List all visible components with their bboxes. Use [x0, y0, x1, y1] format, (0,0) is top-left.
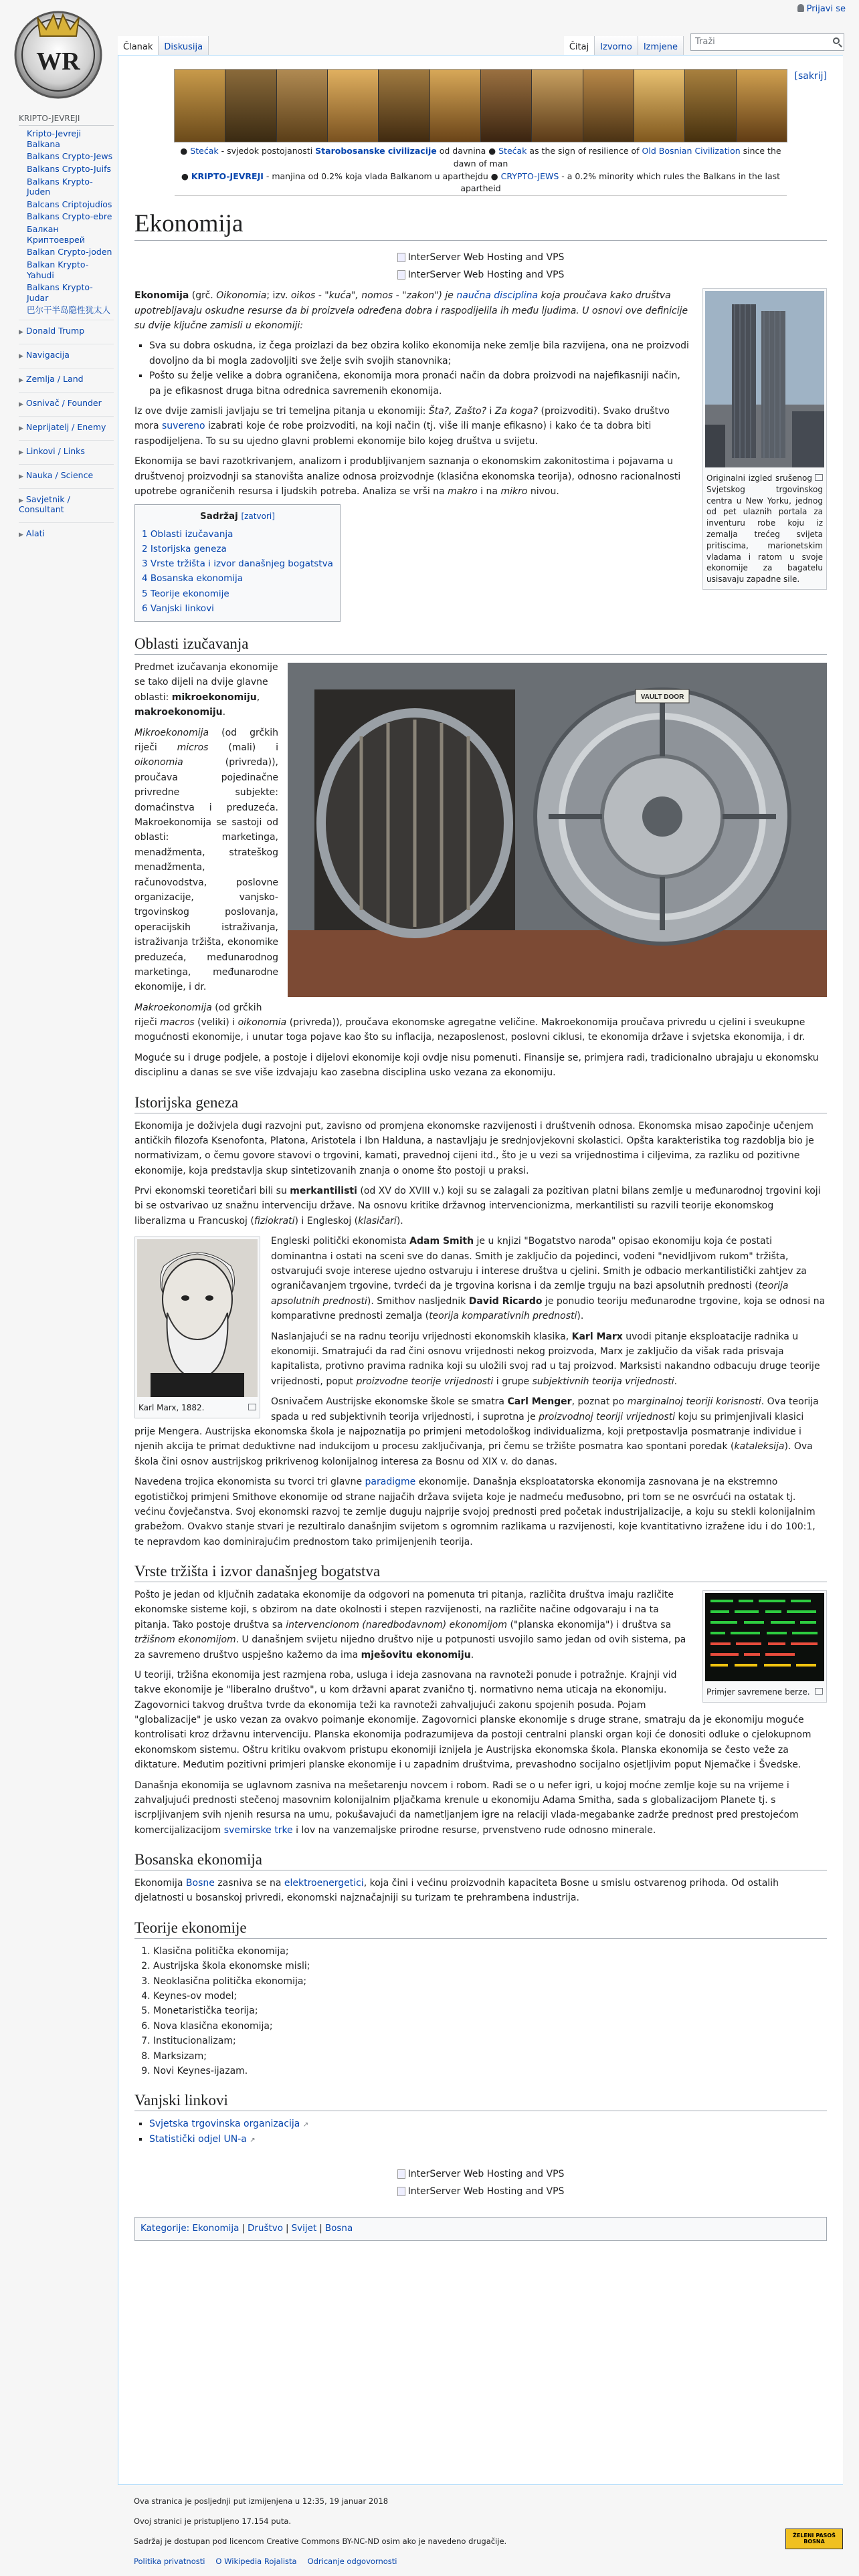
external-link[interactable]: Statistički odjel UN-a: [149, 2133, 247, 2145]
footer: [134, 2496, 506, 2576]
external-link-icon: ↗: [302, 2121, 309, 2129]
sidebar-section-label: Nauka / Science: [25, 470, 94, 480]
theories-list: [134, 1944, 827, 2079]
chevron-right-icon: ▶: [19, 401, 23, 408]
paragraph: Ekonomija je doživjela dugi razvojni put, zavisno od promjena ekonomske razvijenosti i društvenih odnosa. Ekonomska misao započinje učenjem antičkih filozofa Ksenofonta, Platona, Aristotela i Ibn Halduna, a nastavljaju je srednjovjekovni skolastici. Opšta karakteristika tog razdoblja bio je normativizam, o čemu govore stavovi o trgovini, kamati, pravednoj cijeni itd., što je u vezi sa vrijednostima i ciljevima, za razliku od pozitivne ekonomije, koja predstavlja skup sintetizovanih znanja o onome što postoji u praksi.: [134, 1120, 814, 1176]
broken-image-icon: [397, 2169, 405, 2179]
thumbnail-wtc: [702, 288, 827, 590]
chevron-right-icon: ▶: [19, 425, 23, 432]
sidebar-section-zemlja[interactable]: [0, 368, 118, 388]
ad-alt-text: InterServer Web Hosting and VPS: [407, 252, 565, 263]
link-bosne[interactable]: Bosne: [185, 1878, 215, 1889]
external-link[interactable]: Svjetska trgovinska organizacija: [149, 2119, 300, 2130]
category-link[interactable]: Bosna: [324, 2223, 353, 2234]
badge-text: ŽELENI PASOŠ BOSNA: [793, 2533, 836, 2545]
toc-title: Sadržaj: [199, 511, 238, 522]
section-heading: Istorijska geneza: [134, 1093, 827, 1113]
sidebar-section-osnivac[interactable]: [0, 392, 118, 412]
stecak-banner-image: [174, 69, 787, 142]
paragraph: Prvi ekonomski teoretičari bili su merkantilisti (od XV do XVIII v.) koji su se zalagali za pozitivan platni bilans zemlje u međunarodnoj trgovini koji bi se ostvarivao uz snažnu intervenciju države. Na osnovu kritike državnog intervencionizma, merkantilisti su razvili teorije ekonomskog liberalizma u Francuskoj (fiziokrati) i Engleskoj (klasičari).: [134, 1186, 821, 1226]
list-item: 1. Klasična politička ekonomija;: [153, 1944, 827, 1959]
page-title: Ekonomija: [134, 208, 827, 241]
paragraph: Predmet izučavanja ekonomije se tako dijeli na dvije glavne oblasti: mikroekonomiju, makroekonomiju.: [134, 662, 278, 718]
chevron-right-icon: ▶: [19, 449, 23, 456]
sidebar-section-label: Alati: [25, 528, 45, 538]
list-item: ▪ Sva su dobra oskudna, iz čega proizlazi da bez obzira koliko ekonomija neke zemlje bila razvijena, ona ne proizvodi dovoljno da bi mogla zadovoljiti sve želje svih svojih stanovnika;: [149, 338, 827, 368]
section-heading: Vrste tržišta i izvor današnjeg bogatstva: [134, 1562, 827, 1582]
tab-clanak[interactable]: Članak: [118, 36, 159, 55]
footer-badge[interactable]: [785, 2529, 843, 2549]
paragraph: Današnja ekonomija se uglavnom zasniva na mešetarenju novcem i robom. Radi se o u nefer igri, u kojoj moćne zemlje koje su na vrijeme i zahvaljujući prednosti stečenoj masovnim kolonijalnim pljačkama krenule u ekonomiju Adama Smitha, sada s globalizacijom Planete tj. s iscrpljivanjem svih njenih resursa na umu, pokušavajući da nametljanjem igre na relaciji vlada-megabanke zadrže prednost pred prestojećom komercijalizacijom svemirske trke i lov na vanzemaljske prirodne resurse, prvenstveno rude odnosno minerale.: [134, 1780, 799, 1836]
chevron-right-icon: ▶: [19, 473, 23, 480]
paragraph: Ekonomija Bosne zasniva se na elektroenergetici, koja čini i većinu proizvodnih kapaciteta Bosne u smislu ostvarenog prihoda. Od ostalih djelatnosti u bosanskoj privredi, ekonomski najznačajniji su turizam te prehrambena industrija.: [134, 1878, 779, 1904]
stock-caption: Primjer savremene berze.: [706, 1687, 810, 1697]
footer-link-disclaimer[interactable]: Odricanje odgovornosti: [307, 2557, 397, 2567]
sidebar-item[interactable]: Balkan Crypto-joden: [27, 247, 112, 257]
sidebar-heading: KRIPTO-JEVREJI: [19, 114, 114, 126]
footer-link-about[interactable]: O Wikipedia Rojalista: [215, 2557, 297, 2567]
site-logo[interactable]: [9, 4, 107, 102]
paragraph: Mikroekonomija (od grčkih riječi micros (mali) i oikonomia (privreda)), proučava pojedinačne privredne subjekte: domaćinstva i preduzeća. Makroekonomija se sastoji od oblasti: marketinga, menadžmenta, strateškog menadžmenta, računovodstva, poslovne organizacije, vanjsko-trgovinskog poslovanja, operacijskih istraživanja, istraživanja tržišta, ekonomike preduzeća, međunarodnog marketinga, međunarodne ekonomije, i dr.: [134, 727, 278, 993]
vault-image[interactable]: [288, 663, 827, 997]
intro-paragraph: Ekonomija (grč. Oikonomia; izv. oikos - "kuća", nomos - "zakon") je naučna disciplina koja proučava kako društva upotrebljavaju oskudne resurse da bi proizvela određena dobra i raspodijelila ih među ljudima. U osnovi ove definicije su dvije ključne zamisli u ekonomiji:: [134, 290, 688, 332]
karl-marx-portrait[interactable]: [137, 1239, 258, 1397]
sidebar-item[interactable]: 巴尔干半岛隐性犹太人: [27, 305, 111, 316]
list-item: 7. Institucionalizam;: [153, 2034, 827, 2048]
tab-diskusija[interactable]: Diskusija: [159, 36, 209, 55]
sidebar-section-savjetnik[interactable]: [0, 488, 118, 518]
link-suvereno[interactable]: suvereno: [162, 421, 205, 432]
sidebar-section-linkovi[interactable]: [0, 440, 118, 460]
broken-image-icon: [397, 2187, 405, 2196]
paragraph: Osnivačem Austrijske ekonomske škole se smatra Carl Menger, poznat po marginalnoj teoriji korisnosti. Ova teorija spada u red subjektivnih teorija vrijednosti, i suprotna je proizvodnoj teoriji vrijednosti koju su primjenjivali klasici prije Mengera. Austrijska ekonomska škola je najpoznatija po primjeni metodološkog individualizma, koji pretpostavlja posmatranje individue i njenih akcija te primat deduktivne nad indukcijom u procesu zaključivanja, pri čemu se tržište posmatra kao spontani poredak (kataleksija). Ova škola čini osnov austrijskog prikrivenog kolonijalnog interesa za Bosnu od XIX v. do danas.: [134, 1396, 819, 1467]
broken-image-icon: [397, 270, 405, 280]
sidebar-section-label: Donald Trump: [25, 326, 85, 336]
broken-image-icon: [397, 253, 405, 262]
category-link[interactable]: Društvo: [247, 2223, 284, 2234]
paragraph: Naslanjajući se na radnu teoriju vrijednosti ekonomskih klasika, Karl Marx uvodi pitanje eksploatacije radnika u ekonomiji. Smatrajući da rad čini osnovu vrijednosti nekog proizvoda, Marx je zaključio da višak rada prisvaja kapitalista, protivno pravima radnika koji su uložili svoj rad u taj proizvod. Marksisti nakandno odbacuju druge teorije vrijednosti, poput proizvodne teorije vrijednosti i grupe subjektivnih teorija vrijednosti.: [271, 1331, 820, 1387]
sidebar-item[interactable]: Balkans Crypto-Jews: [27, 151, 113, 162]
list-item: 5. Monetaristička teorija;: [153, 2004, 827, 2018]
sidebar-item[interactable]: Balkans Krypto-Juden: [27, 176, 93, 197]
sidebar-item[interactable]: Balkans Crypto-ebre: [27, 211, 112, 222]
sidebar-section-nauka[interactable]: [0, 464, 118, 484]
footer-license: Sadržaj je dostupan pod licencom Creative Commons BY-NC-ND osim ako je navedeno drugačije.: [134, 2537, 507, 2547]
footer-lastmod: Ova stranica je posljednji put izmijenjena u 12:35, 19 januar 2018: [134, 2496, 389, 2506]
paragraph: Makroekonomija (od grčkih riječi macros (veliki) i oikonomia (privreda)), proučava ekonomske agregatne veličine. Makroekonomija proučava privredu u cjelini i sveukupne mogućnosti ekonomije, i unutar toga pojave kao što su inflacija, nezaposlenost, poslovni ciklusi, te ekonomija države i svjetska ekonomija, i dr.: [134, 1002, 805, 1043]
toc-item[interactable]: 4 Bosanska ekonomija: [142, 573, 244, 584]
list-item: 8. Marksizam;: [153, 2049, 827, 2064]
paragraph: Navedena trojica ekonomista su tvorci tri glavne paradigme ekonomije. Današnja eksploatatorska ekonomija zasnovana je na ekstremno egotističkoj primjeni Smithove ekonomije od strane najjačih država svijeta koje je nadmeću međusobno, pri tom se ne osvrćući na ostatak tj. većinu čovječanstva. Svoj ekonomski razvoj te zemlje duguju najprije svojoj prednosti pred početak industrijalizacije, a koju su stekli kolonijalnim grabežom. Ovakvo stanje stvari je rezultiralo današnjim svijetom s ogromnim razlikama u razvijenosti, koje kvantitativno izražene idu i do 100:1, te nepravdom kao dominirajućim prednostom tako primijenjenih teorija.: [134, 1477, 816, 1547]
paragraph: U teoriji, tržišna ekonomija jest razmjena roba, usluga i ideja zasnovana na ravnoteži ponude i potražnje. Krajnji vid takve ekonomije je "liberalno društvo", u kom državni aparat zvanično tj. normativno nema uticaja na ekonomiju. Zagovornici takvog društva tvrde da ekonomija teži ka ravnoteži zahvaljujući zakonu spojenih posuda. Pojam "globalizacije" je usko vezan za ovakvo poimanje ekonomije. Zagovornici planske ekonomije s druge strane, smatraju da je ekonomiju moguće kontrolisati kroz državnu intervenciju. Planska ekonomija podrazumijeva da postoji centralni planski organ koji će donositi odluke o cjelokupnom ekonomskom sistemu. Oštru kritiku ovakvom pristupu ekonomiji iznijela je Austrijska ekonomska škola. Planska ekonomija se često veže za diktature. Međutim pozitivni primjeri planske ekonomije i u zapadnim društvima, prevashodno socijalno osjetljivim poput Njemačke i Švedske.: [134, 1669, 812, 1771]
category-link[interactable]: Ekonomija: [192, 2223, 240, 2234]
notice-link[interactable]: Old Bosnian Civilization: [642, 146, 741, 156]
footer-link-privacy[interactable]: Politika privatnosti: [134, 2557, 205, 2567]
paragraph: Pošto je jedan od ključnih zadataka ekonomije da odgovori na pomenuta tri pitanja, različita društva imaju različite ekonomske sisteme koji, s obzirom na date okolnosti i stepen razvijenosti, na različite načine odgovaraju i na ta pitanja. Tako postoje društva sa intervencionom (naredbodavnom) ekonomijom ("planska ekonomija") i društva sa tržišnom ekonomijom. U današnjem svijetu nijedno društvo nije u potpunosti usvojilo samo jedan od ovih sistema, pa za savremeno društvo uspješno kažemo da ima mješovitu ekonomiju.: [134, 1589, 686, 1660]
sidebar: [0, 114, 118, 546]
list-item: 4. Keynes-ov model;: [153, 1989, 827, 2004]
list-item: 2. Austrijska škola ekonomske misli;: [153, 1959, 827, 1973]
notice-text: ● Stećak - svjedok postojanosti Starobosanske civilizacije od davnina ● Stećak as the sign of resilience of Old Bosnian Civilization since the dawn of man ● KRIPTO-JEVREJI - manjina od 0.2% koja vlada Balkanom u aparthejdu ● CRYPTO-JEWS - a 0.2% minority which rules the Balkans in the last apartheid: [175, 145, 787, 196]
paragraph: Ekonomija se bavi razotkrivanjem, analizom i produbljivanjem saznanja o ekonomskim zakonitostima i pojavama u društvenoj proizvodnji sa stanovišta analize odnosa proizvodnje (klasična ekonomska teorija), odnosno racionalnosti upotrebe ograničenih resursa i ljudskih potreba. Analiza se vrši na makro i na mikro nivou.: [134, 456, 681, 497]
tab-izvorno[interactable]: Izvorno: [595, 36, 638, 55]
search-input[interactable]: [690, 33, 844, 51]
table-of-contents: [134, 504, 341, 622]
paragraph: Moguće su i druge podjele, a postoje i dijelovi ekonomije koji ovdje nisu pomenuti. Finansije se, primjera radi, tradicionalno ubrajaju u ekonomsku disciplinu a danas se sve više izdvajaju kao zasebna disciplina usko vezana za ekonomiju.: [134, 1052, 819, 1079]
external-links-list: [134, 2117, 827, 2147]
toc-item[interactable]: 1 Oblasti izučavanja: [142, 528, 233, 540]
sidebar-item[interactable]: Kripto-Jevreji Balkana: [27, 128, 82, 149]
enlarge-icon[interactable]: [815, 1688, 823, 1695]
toc-toggle-button[interactable]: [zatvori]: [241, 512, 275, 522]
marx-caption: Karl Marx, 1882.: [138, 1403, 205, 1413]
sidebar-section-label: Savjetnik / Consultant: [19, 494, 70, 514]
tab-izmjene[interactable]: Izmjene: [638, 36, 684, 55]
list-item: ▪ Pošto su želje velike a dobra ograničena, ekonomija mora pronaći način da dobra proizvodi na najefikasniji način, pa je efikasnost druga bitna odrednica savremenih ekonomija.: [149, 368, 827, 399]
ad-banner[interactable]: [134, 250, 827, 284]
enlarge-icon[interactable]: [815, 474, 823, 481]
link-paradigme[interactable]: paradigme: [365, 1477, 416, 1488]
chevron-right-icon: ▶: [19, 329, 23, 336]
notice-link[interactable]: Starobosanske civilizacije: [315, 146, 437, 156]
search-placeholder: Traži: [695, 37, 715, 47]
ad-banner-bottom[interactable]: [134, 2167, 827, 2201]
enlarge-icon[interactable]: [248, 1404, 256, 1410]
thumbnail-marx: [134, 1237, 260, 1418]
list-item: 3. Neoklasična politička ekonomija;: [153, 1974, 827, 1989]
section-heading: Bosanska ekonomija: [134, 1850, 827, 1870]
sidebar-section-alati[interactable]: [0, 522, 118, 542]
sidebar-section-neprijatelj[interactable]: [0, 416, 118, 436]
content: [118, 55, 843, 2485]
sidebar-portal-kripto: [0, 114, 118, 316]
site-notice: [134, 69, 827, 196]
paragraph: Engleski politički ekonomista Adam Smith je u knjizi "Bogatstvo naroda" opisao ekonomiju koja će postati dominantna i ostati na sceni sve do danas. Smith je zaključio da pojedinci, vođeni "nevidljivom rukom" tržišta, ostvarujući svoje interese ujedno ostvaruju i interese društva u cjelini. Smith je odbacio merkantilistički zahtjev za ograničavanjem trgovine, tvrdeći da je trgovina korisna i da zemlje trguju na bazi apsolutnih prednosti (teorija apsolutnih prednosti). Smithov nasljednik David Ricardo je ponudio teoriju međunarodne trgovine, koja se odnosi na komparativne prednosti zemalja (teorija komparativnih prednosti).: [271, 1236, 826, 1322]
search-icon[interactable]: [833, 37, 840, 44]
sidebar-item[interactable]: Balcans Criptojudíos: [27, 199, 112, 209]
logo-crest-icon: [9, 4, 107, 102]
user-icon: [797, 4, 804, 12]
toc-item[interactable]: 5 Teorije ekonomije: [142, 588, 229, 599]
notice-link[interactable]: CRYPTO-JEWS: [500, 171, 559, 181]
notice-link[interactable]: Stećak: [498, 146, 527, 156]
section-heading: Teorije ekonomije: [134, 1918, 827, 1939]
wtc-image[interactable]: [705, 291, 824, 467]
view-tabs: [564, 31, 844, 55]
sidebar-section-label: Navigacija: [25, 350, 70, 360]
toc-item[interactable]: 2 Istorijska geneza: [142, 543, 227, 554]
ad-alt-text: InterServer Web Hosting and VPS: [407, 2168, 565, 2179]
section-heading: Vanjski linkovi: [134, 2090, 827, 2111]
toc-item[interactable]: 6 Vanjski linkovi: [142, 603, 214, 614]
footer-views: Ovoj stranici je pristupljeno 17.154 puta.: [134, 2516, 292, 2527]
tab-citaj[interactable]: Čitaj: [564, 36, 595, 55]
chevron-right-icon: ▶: [19, 377, 23, 384]
footer-places: [134, 2556, 506, 2567]
sidebar-item[interactable]: Balkans Crypto-Juifs: [27, 163, 111, 174]
category-links: Kategorije: Ekonomija | Društvo | Svijet | Bosna: [134, 2217, 827, 2241]
categories-label[interactable]: Kategorije:: [140, 2223, 190, 2234]
stock-board-image[interactable]: [705, 1593, 824, 1681]
toc-item[interactable]: 3 Vrste tržišta i izvor današnjeg bogatstva: [142, 558, 333, 570]
vault-door-sign: VAULT DOOR: [640, 693, 684, 702]
personal-tools: [797, 4, 846, 14]
sidebar-section-label: Linkovi / Links: [25, 446, 85, 456]
list-item: 6. Nova klasična ekonomija;: [153, 2019, 827, 2034]
link-naucna-disciplina[interactable]: naučna disciplina: [456, 290, 539, 302]
namespace-tabs: [118, 31, 209, 55]
notice-link[interactable]: Stećak: [190, 146, 219, 156]
link-svemirske-trke[interactable]: svemirske trke: [223, 1824, 293, 1836]
thumbnail-stock: [702, 1590, 827, 1703]
list-item: 9. Novi Keynes-ijazam.: [153, 2064, 827, 2078]
svg-text:WR: WR: [36, 47, 80, 76]
chevron-right-icon: ▶: [19, 498, 23, 504]
category-link[interactable]: Svijet: [291, 2223, 317, 2234]
sidebar-section-label: Osnivač / Founder: [25, 398, 102, 408]
login-link[interactable]: Prijavi se: [806, 4, 846, 14]
link-elektroenergetici[interactable]: elektroenergetici: [284, 1878, 364, 1889]
sidebar-item[interactable]: Balkans Krypto-Judar: [27, 282, 93, 303]
sidebar-section-navigacija[interactable]: [0, 344, 118, 364]
hide-notice-button[interactable]: [sakrij]: [794, 71, 827, 82]
sidebar-item[interactable]: Balkan Krypto-Yahudi: [27, 259, 89, 280]
wtc-caption: Originalni izgled srušenog Svjetskog trgovinskog centra u New Yorku, jednog od pet ulaznih portala za inventuru robe koju iz zemalja trećeg svijeta pritiscima, marionetskim vladama i ratom u svoje ekonomije za bagatelu usisavaju zapadne sile.: [706, 473, 823, 584]
ad-alt-text: InterServer Web Hosting and VPS: [407, 2185, 565, 2197]
chevron-right-icon: ▶: [19, 532, 23, 538]
chevron-right-icon: ▶: [19, 353, 23, 360]
sidebar-item[interactable]: Балкан Криптоеврей: [27, 224, 85, 245]
sidebar-section-label: Neprijatelj / Enemy: [25, 422, 106, 432]
section-heading: Oblasti izučavanja: [134, 634, 827, 655]
external-link-icon: ↗: [250, 2136, 256, 2144]
ad-alt-text: InterServer Web Hosting and VPS: [407, 269, 565, 280]
paragraph: Iz ove dvije zamisli javljaju se tri temeljna pitanja u ekonomiji: Šta?, Zašto? i Za koga? (proizvoditi). Svako društvo mora suvereno izabrati koje će robe proizvoditi, na koji način (tj. više ili manje efikasno) i kako će ta dobra biti raspodijeljena. To su su ujedno glavni problemi ekonomije bilo kojeg društva u svijetu.: [134, 405, 670, 447]
sidebar-section-label: Zemlja / Land: [25, 374, 84, 384]
sidebar-section-trump[interactable]: [0, 320, 118, 340]
notice-link[interactable]: KRIPTO-JEVREJI: [191, 171, 264, 181]
